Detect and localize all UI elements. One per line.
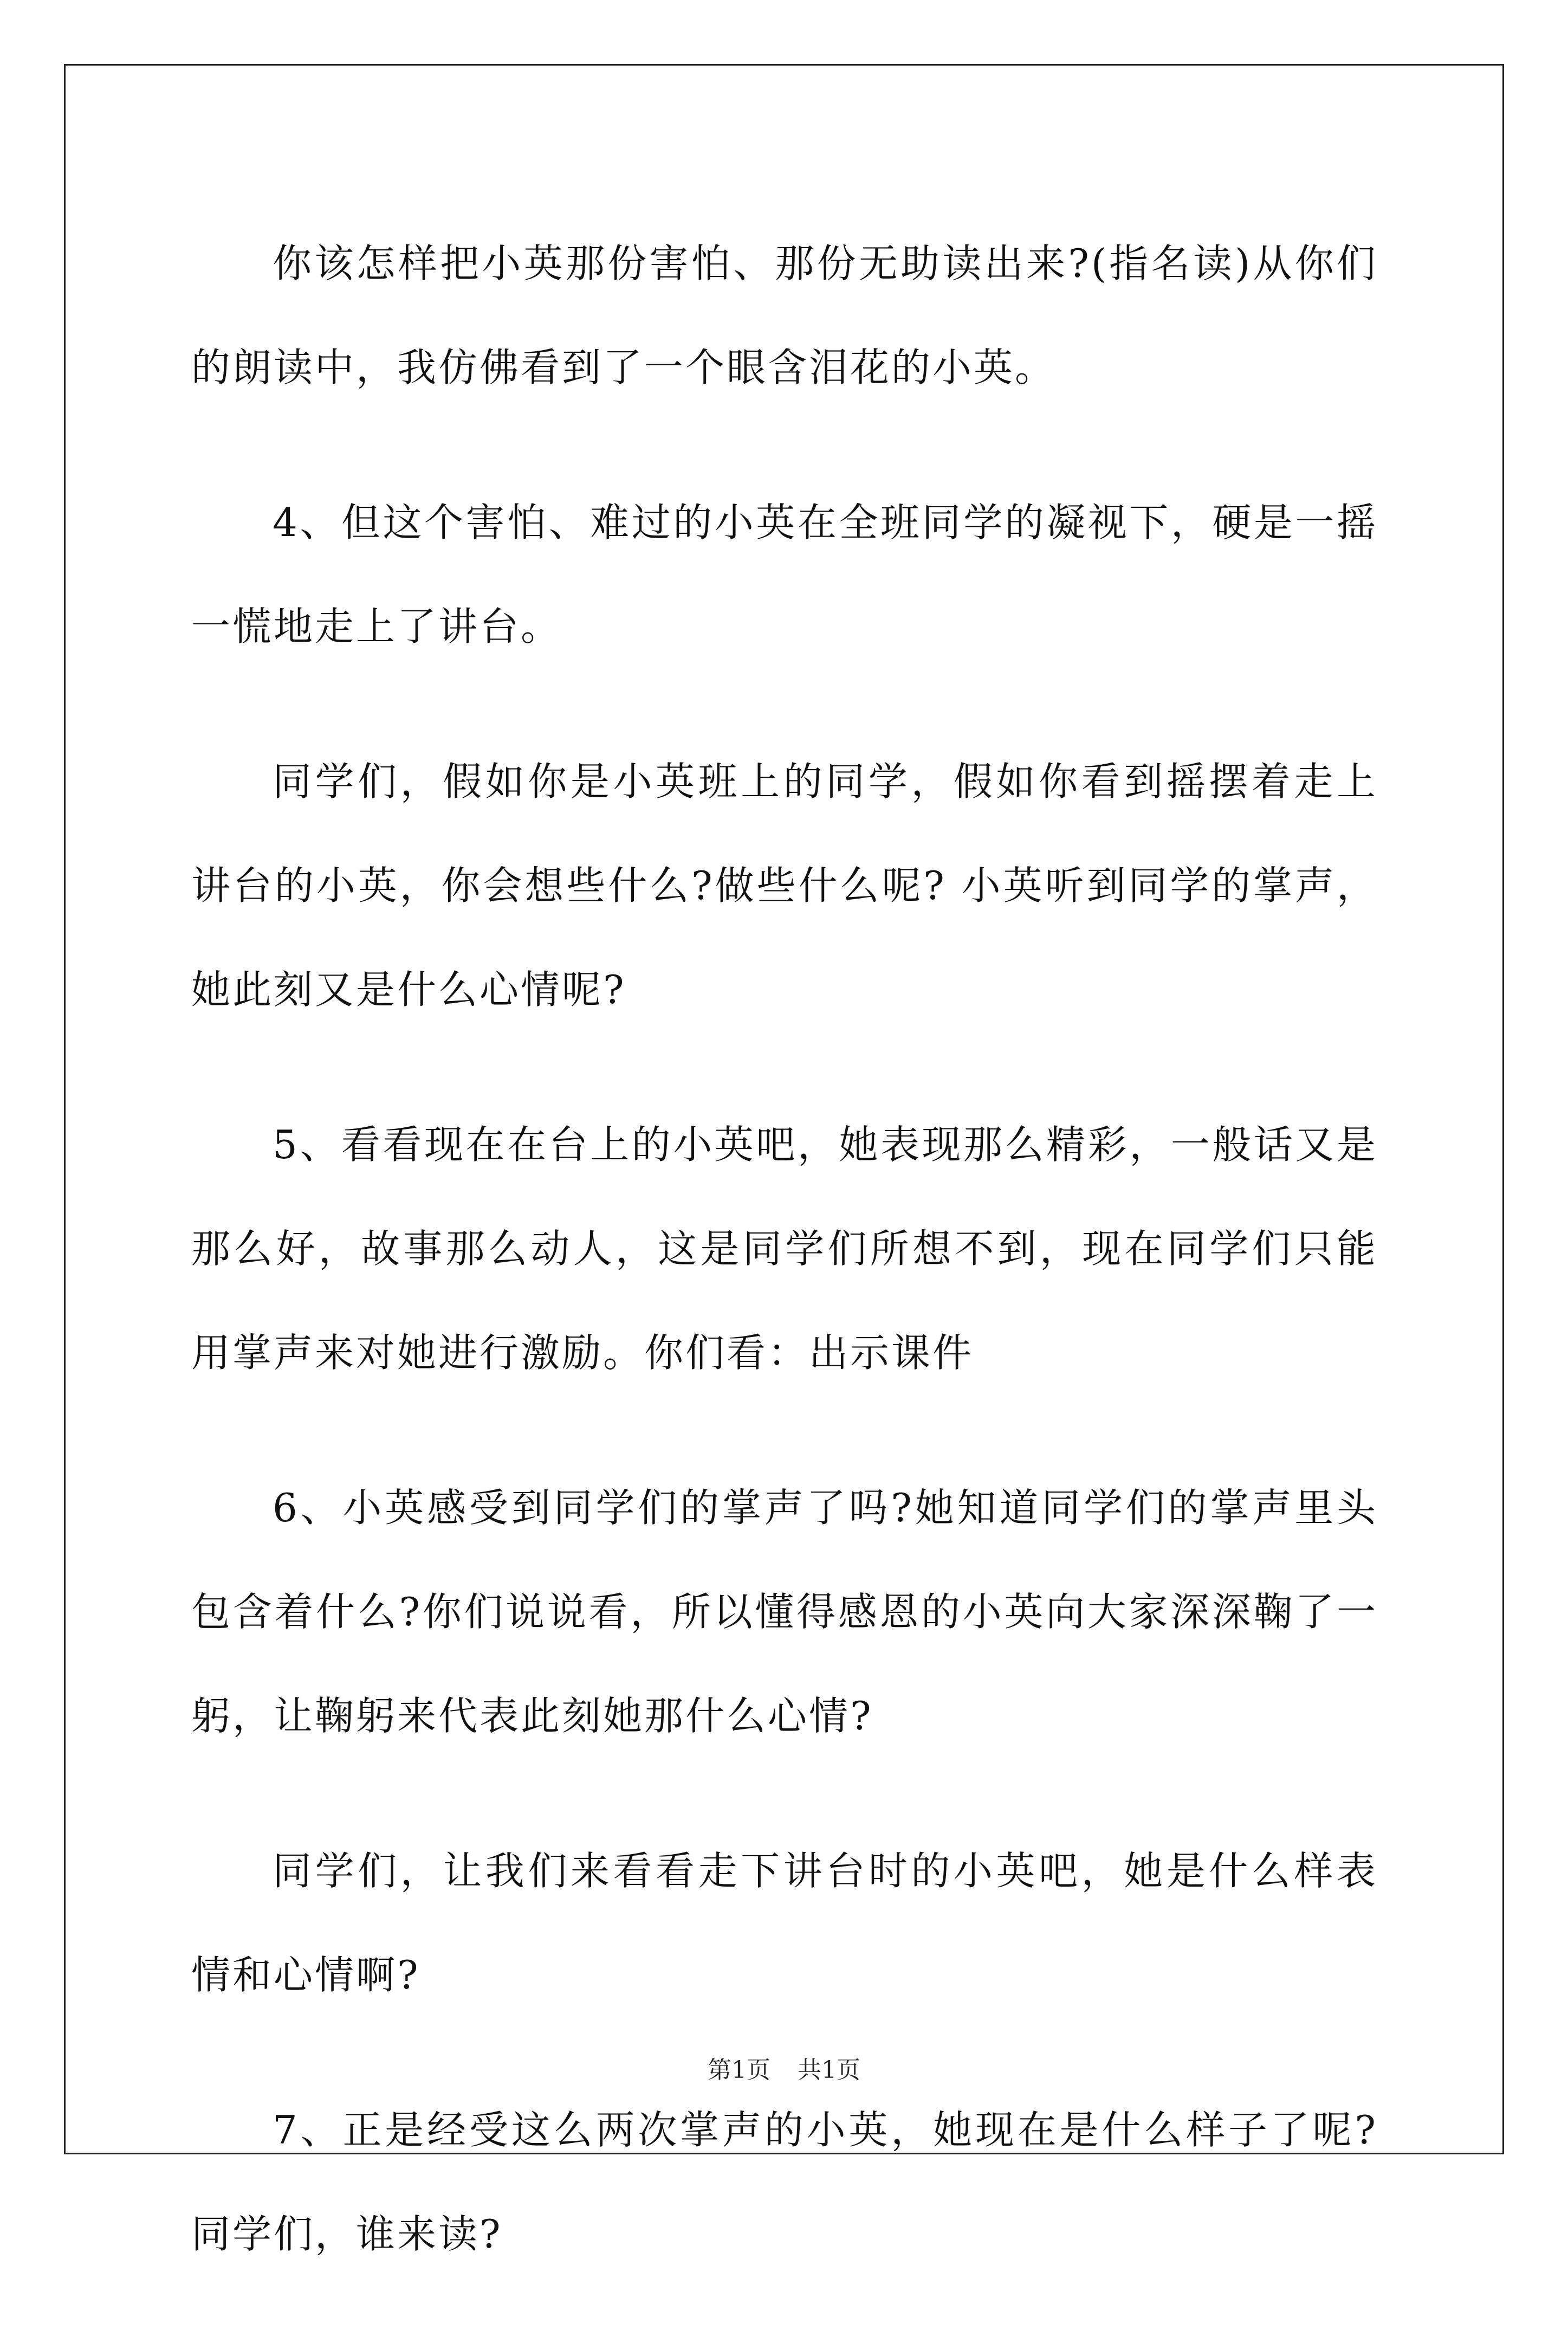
paragraph-4: 5、看看现在在台上的小英吧，她表现那么精彩，一般话又是那么好，故事那么动人，这是同学们所想不到，现在同学们只能用掌声来对她进行激励。你们看：出示课件	[191, 1122, 1378, 1376]
paragraph-6: 同学们，让我们来看看走下讲台时的小英吧，她是什么样表情和心情啊?	[191, 1848, 1378, 1998]
document-body	[191, 211, 1378, 2337]
page-number: 第1页	[708, 2056, 770, 2084]
page-total: 共1页	[798, 2056, 860, 2084]
paragraph-3: 同学们，假如你是小英班上的同学，假如你看到摇摆着走上讲台的小英，你会想些什么?做些什么呢? 小英听到同学的掌声，她此刻又是什么心情呢?	[191, 759, 1378, 1012]
page-footer	[0, 2054, 1568, 2087]
paragraph-2: 4、但这个害怕、难过的小英在全班同学的凝视下，硬是一摇一慌地走上了讲台。	[191, 500, 1378, 649]
paragraph-1: 你该怎样把小英那份害怕、那份无助读出来?(指名读)从你们的朗读中，我仿佛看到了一个眼含泪花的小英。	[191, 241, 1378, 390]
paragraph-5: 6、小英感受到同学们的掌声了吗?她知道同学们的掌声里头包含着什么?你们说说看，所以懂得感恩的小英向大家深深鞠了一躬，让鞠躬来代表此刻她那什么心情?	[191, 1485, 1378, 1739]
paragraph-7: 7、正是经受这么两次掌声的小英，她现在是什么样子了呢?同学们，谁来读?	[191, 2107, 1378, 2257]
